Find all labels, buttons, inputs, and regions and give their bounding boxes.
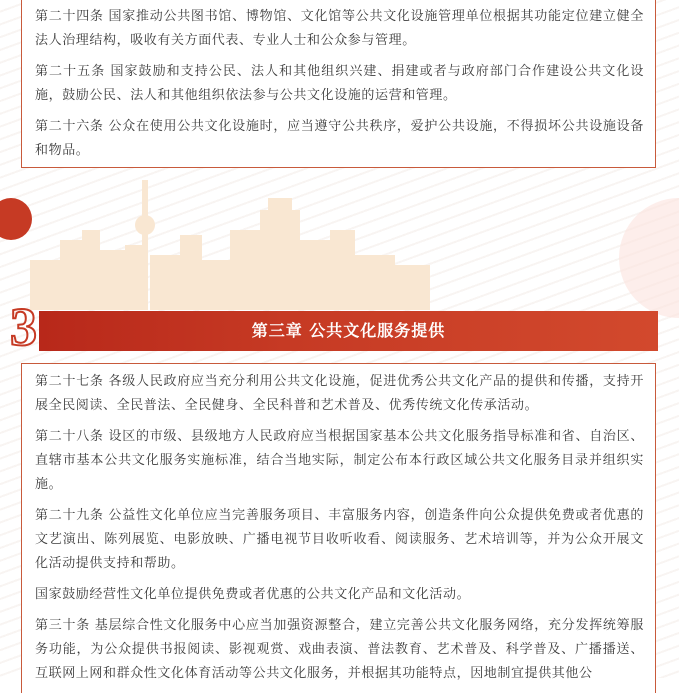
chapter-number: 3 — [10, 297, 37, 357]
article-27: 第二十七条 各级人民政府应当充分利用公共文化设施，促进优秀公共文化产品的提供和传播，支持开展全民阅读、全民普法、全民健身、全民科普和艺术普及、优秀传统文化传承活动。 — [35, 374, 644, 413]
chapter-banner — [39, 311, 658, 351]
article-26: 第二十六条 公众在使用公共文化设施时，应当遵守公共秩序，爱护公共设施，不得损坏公共设施设备和物品。 — [35, 119, 644, 158]
articles-card-bottom — [21, 363, 656, 693]
article-30: 第三十条 基层综合性文化服务中心应当加强资源整合，建立完善公共文化服务网络，充分发挥统筹服务功能，为公众提供书报阅读、影视观赏、戏曲表演、普法教育、艺术普及、科学普及、广播播送、互联网上网和群众性文化体育活动等公共文化服务，并根据其功能特点，因地制宜提供其他公 — [35, 618, 644, 681]
chapter-title: 第三章 公共文化服务提供 — [251, 321, 446, 340]
article-25: 第二十五条 国家鼓励和支持公民、法人和其他组织兴建、捐建或者与政府部门合作建设公共文化设施，鼓励公民、法人和其他组织依法参与公共文化设施的运营和管理。 — [35, 64, 644, 103]
article-28: 第二十八条 设区的市级、县级地方人民政府应当根据国家基本公共文化服务指导标准和省、自治区、直辖市基本公共文化服务实施标准，结合当地实际，制定公布本行政区域公共文化服务目录并组织实施。 — [35, 429, 644, 492]
articles-card-top — [21, 0, 656, 168]
article-29-supplement: 国家鼓励经营性文化单位提供免费或者优惠的公共文化产品和文化活动。 — [35, 587, 471, 602]
article-29: 第二十九条 公益性文化单位应当完善服务项目、丰富服务内容，创造条件向公众提供免费或者优惠的文艺演出、陈列展览、电影放映、广播电视节目收听收看、阅读服务、艺术培训等，并为公众开展文化活动提供支持和帮助。 — [35, 508, 644, 571]
article-24: 第二十四条 国家推动公共图书馆、博物馆、文化馆等公共文化设施管理单位根据其功能定位建立健全法人治理结构，吸收有关方面代表、专业人士和公众参与管理。 — [35, 9, 644, 48]
